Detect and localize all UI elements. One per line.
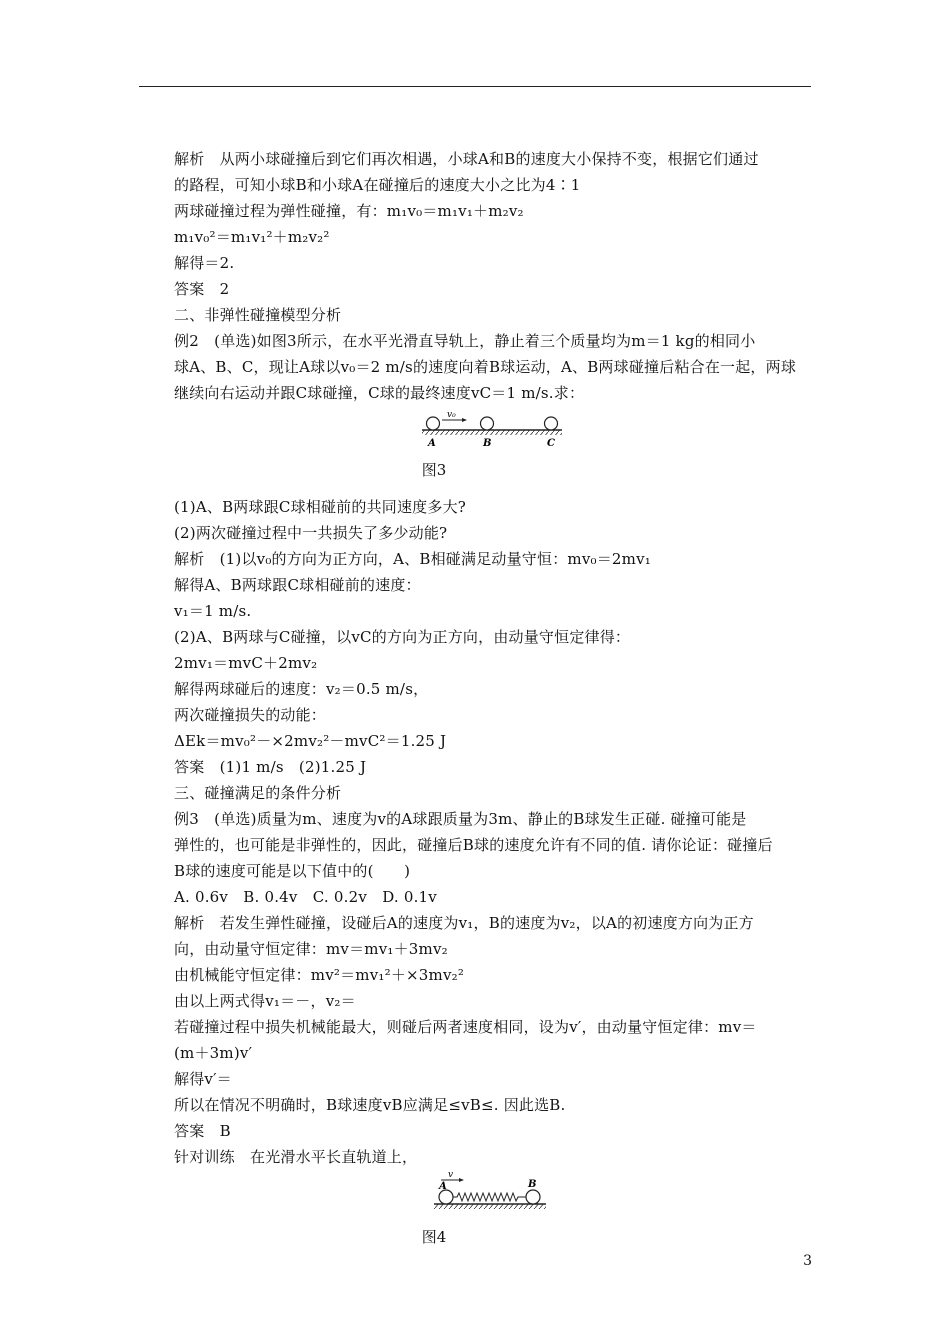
fig3-label-c: C [547,438,555,449]
page-number: 3 [803,1253,812,1269]
text-line: 例3 (单选)质量为m、速度为v的A球跟质量为3m、静止的B球发生正碰. 碰撞可能是 [174,810,747,828]
text-line: ΔEk＝mv₀²－×2mv₂²－mvC²＝1.25 J [174,732,447,750]
text-line: 由机械能守恒定律：mv²＝mv₁²＋×3mv₂² [174,966,465,984]
ball-a [439,1190,453,1204]
figure-3-diagram [418,408,588,450]
figure-4 [174,1170,814,1250]
text-line: 例2 (单选)如图3所示，在水平光滑直导轨上，静止着三个质量均为m＝1 kg的相同小 [174,332,756,350]
text-line: 二、非弹性碰撞模型分析 [174,306,342,324]
text-line: 的路程，可知小球B和小球A在碰撞后的速度大小之比为4∶1 [174,176,581,194]
figure-3-caption: 图3 [421,461,447,479]
text-line: (m＋3m)v′ [174,1044,253,1062]
text-line: 两次碰撞损失的动能： [174,706,327,724]
spring [453,1193,526,1201]
ball-b [481,417,494,430]
text-line: 解得v′＝ [174,1070,232,1088]
text-line: 若碰撞过程中损失机械能最大，则碰后两者速度相同，设为v′，由动量守恒定律：mv＝ [174,1018,757,1036]
text-line: 两球碰撞过程为弹性碰撞，有：m₁v₀＝m₁v₁＋m₂v₂ [174,202,524,220]
header-rule [139,86,811,87]
text-line: 解得A、B两球跟C球相碰前的速度： [174,576,421,594]
text-line: 答案 2 [174,280,230,298]
text-line: 解析 (1)以v₀的方向为正方向，A、B相碰满足动量守恒：mv₀＝2mv₁ [174,550,651,568]
text-line: 针对训练 在光滑水平长直轨道上， [174,1148,418,1166]
text-line: 答案 (1)1 m/s (2)1.25 J [174,758,367,776]
text-line: (2)两次碰撞过程中一共损失了多少动能? [174,524,448,542]
text-line: v₁＝1 m/s. [174,602,252,620]
text-line: 三、碰撞满足的条件分析 [174,784,342,802]
text-line: B球的速度可能是以下值中的( ) [174,862,411,880]
fig4-label-b: B [528,1179,537,1190]
document-body [174,146,814,1250]
text-line: 所以在情况不明确时，B球速度vB应满足≤vB≤. 因此选B. [174,1096,566,1114]
text-line: 球A、B、C，现让A球以v₀＝2 m/s的速度向着B球运动，A、B两球碰撞后粘合在一起，两球 [174,358,797,376]
text-line: 解析 若发生弹性碰撞，设碰后A的速度为v₁，B的速度为v₂，以A的初速度方向为正方 [174,914,754,932]
text-line: 2mv₁＝mvC＋2mv₂ [174,654,318,672]
fig4-label-a: A [439,1181,447,1192]
ball-a [427,417,440,430]
fig4-velocity-label: v [448,1172,454,1180]
text-line: 继续向右运动并跟C球碰撞，C球的最终速度vC＝1 m/s.求： [174,384,585,402]
fig3-label-b: B [483,438,492,449]
text-block-a [174,146,814,406]
ball-c [545,417,558,430]
figure-4-caption: 图4 [421,1228,447,1246]
text-line: 解得两球碰后的速度：v₂＝0.5 m/s， [174,680,429,698]
text-line: 解析 从两小球碰撞后到它们再次相遇，小球A和B的速度大小保持不变，根据它们通过 [174,150,759,168]
text-line: 答案 B [174,1122,231,1140]
fig3-label-a: A [428,438,436,449]
text-line: A. 0.6v B. 0.4v C. 0.2v D. 0.1v [174,888,437,906]
text-line: (1)A、B两球跟C球相碰前的共同速度多大? [174,498,467,516]
text-line: 向，由动量守恒定律：mv＝mv₁＋3mv₂ [174,940,448,958]
text-block-b [174,494,814,1170]
text-line: 由以上两式得v₁＝－，v₂＝ [174,992,356,1010]
text-line: 弹性的，也可能是非弹性的，因此，碰撞后B球的速度允许有不同的值. 请你论证：碰撞后 [174,836,773,854]
ball-b [526,1190,540,1204]
figure-3 [174,406,814,494]
fig3-velocity-label: v₀ [447,410,456,420]
text-line: (2)A、B两球与C碰撞，以vC的方向为正方向，由动量守恒定律得： [174,628,631,646]
figure-4-diagram [430,1172,570,1218]
text-line: m₁v₀²＝m₁v₁²＋m₂v₂² [174,228,330,246]
text-line: 解得＝2. [174,254,235,272]
